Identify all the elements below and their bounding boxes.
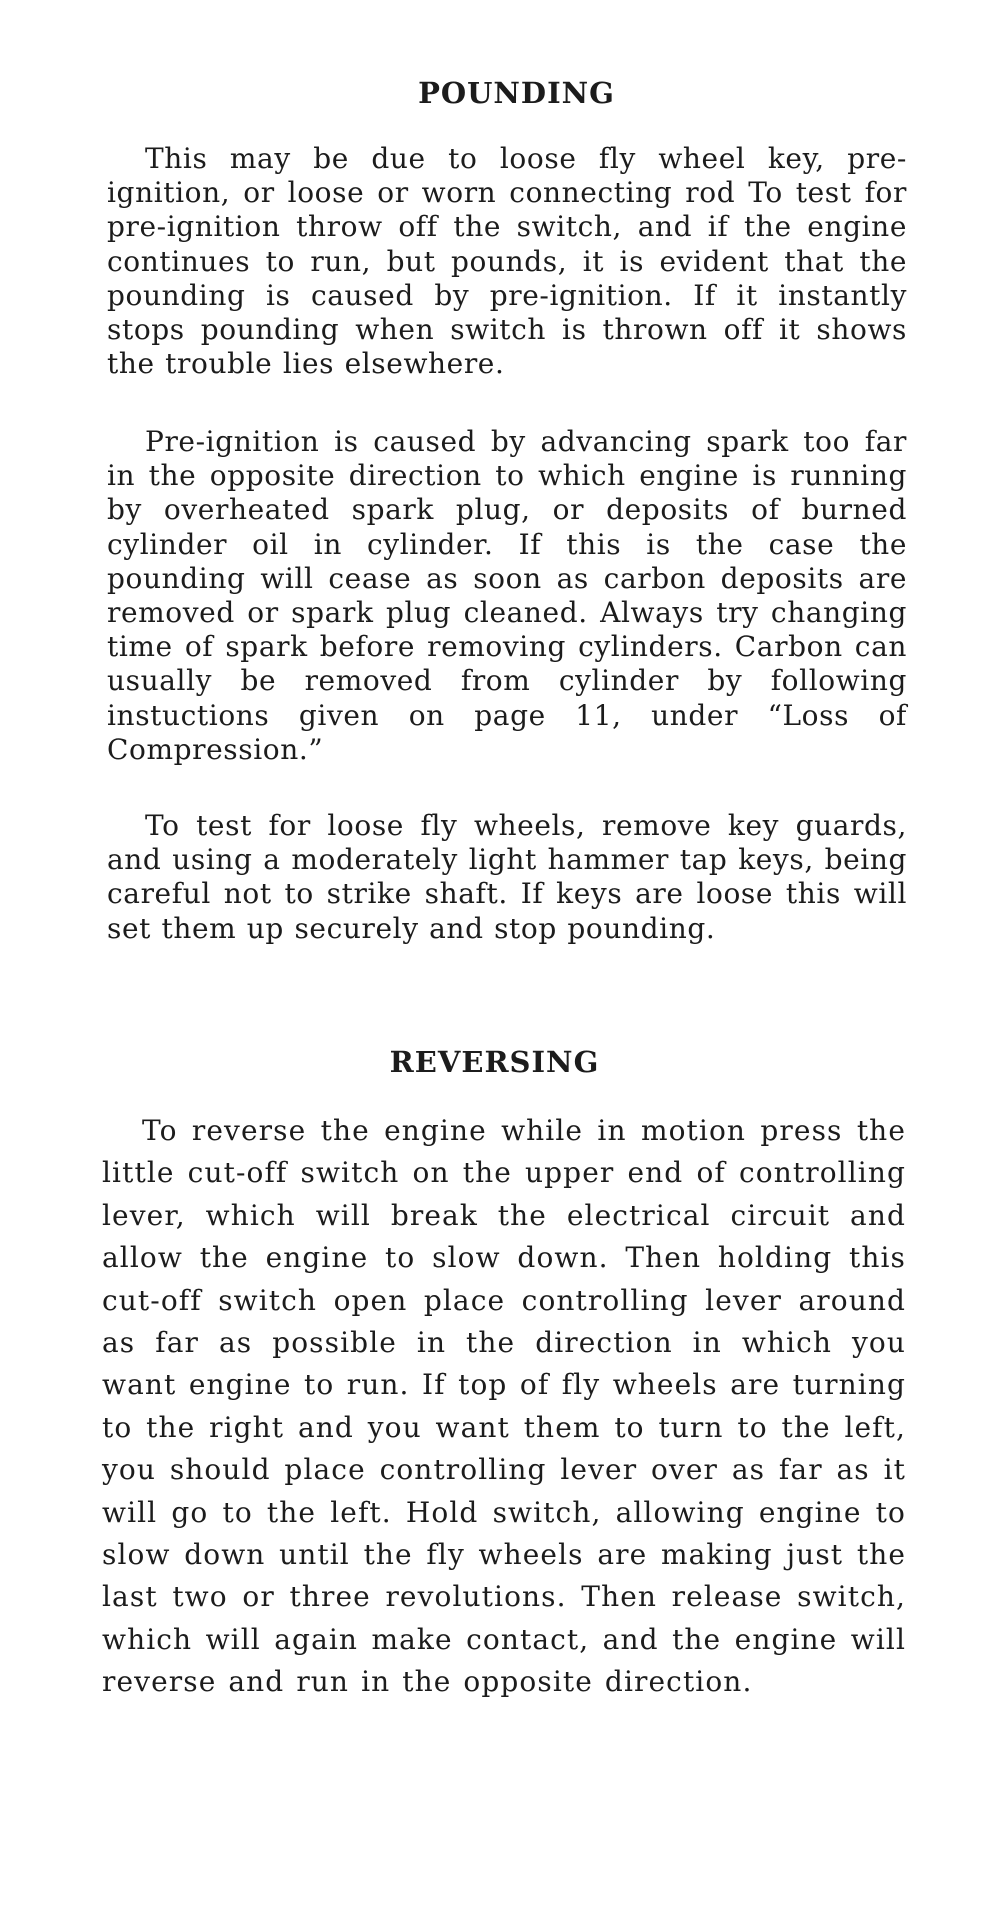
section-heading-reversing: REVERSING	[389, 1045, 600, 1079]
pounding-paragraph-2: Pre-ignition is caused by advancing spark too far in the opposite direction to which engine is running by overheated spark plug, or deposits of burned cylinder oil in cylinder. If this is the case the pounding will cease as soon as carbon deposits are removed or spark plug cleaned. Always try changing time of spark before removing cylinders. Carbon can usually be removed from cylinder by following instuctions given on page 11, under “Loss of Compression.”	[107, 425, 907, 766]
pounding-paragraph-3: To test for loose fly wheels, remove key guards, and using a moderately light hammer tap keys, being careful not to strike shaft. If keys are loose this will set them up securely and stop pounding.	[107, 809, 907, 945]
reversing-paragraph-1: To reverse the engine while in motion press the little cut-off switch on the upper end of controlling lever, which will break the electrical circuit and allow the engine to slow down. Then holding this cut-off switch open place controlling lever around as far as possible in the direction in which you want engine to run. If top of fly wheels are turning to the right and you want them to turn to the left, you should place controlling lever over as far as it will go to the left. Hold switch, allowing engine to slow down until the fly wheels are making just the last two or three revolutions. Then release switch, which will again make contact, and the engine will reverse and run in the opposite direction.	[102, 1114, 906, 1699]
pounding-paragraph-1: This may be due to loose fly wheel key, pre-ignition, or loose or worn connecting rod To test for pre-ignition throw off the switch, and if the engine continues to run, but pounds, it is evident that the pounding is caused by pre-ignition. If it instantly stops pounding when switch is thrown off it shows the trouble lies elsewhere.	[107, 142, 907, 381]
section-heading-pounding: POUNDING	[418, 76, 615, 110]
